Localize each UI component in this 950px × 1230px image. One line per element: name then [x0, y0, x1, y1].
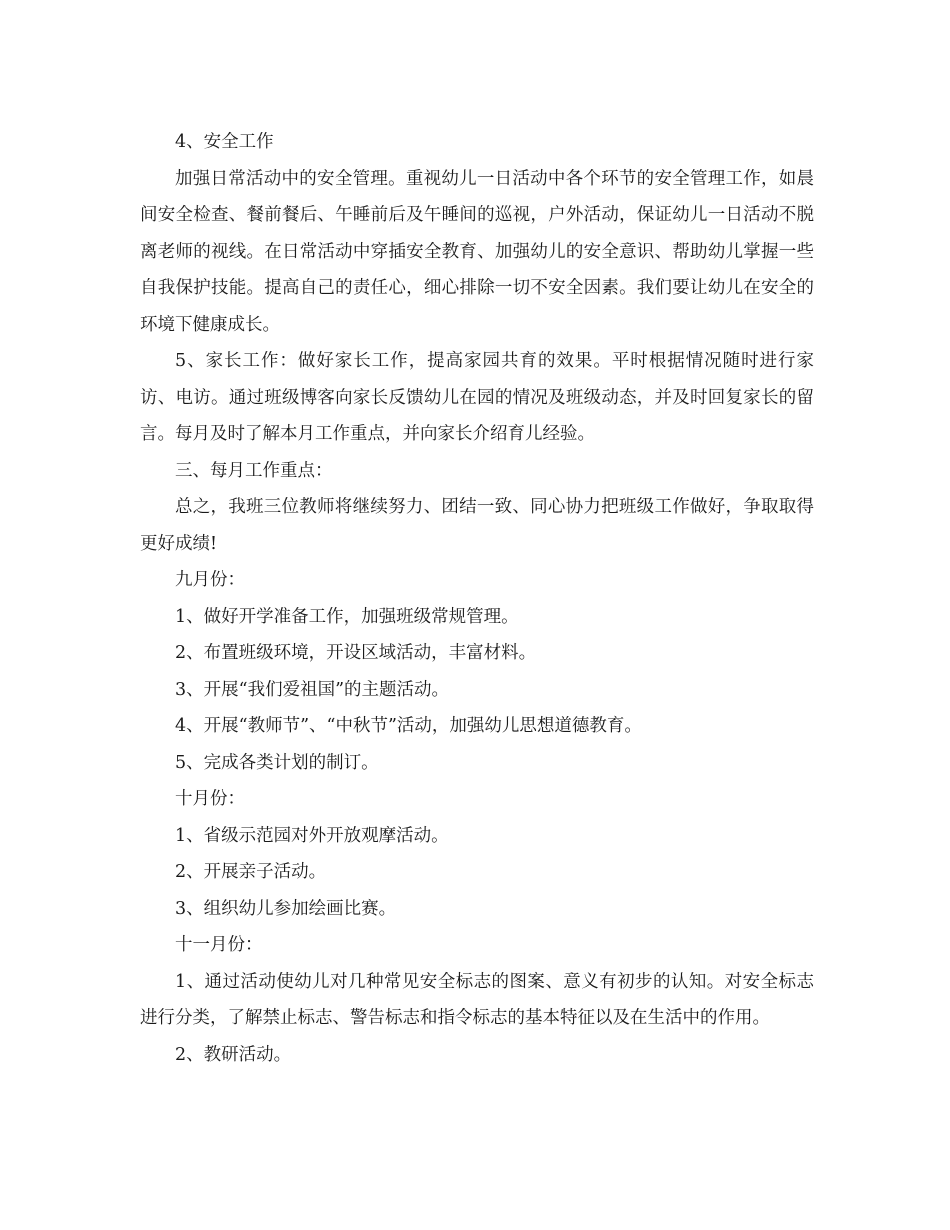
document-page [140, 124, 814, 1073]
month-heading-october: 十月份： [175, 789, 245, 809]
month-heading-november: 十一月份： [175, 935, 263, 955]
month-heading-september: 九月份： [175, 570, 245, 590]
list-item: 2、开展亲子活动。 [175, 862, 327, 882]
list-item: 1、省级示范园对外开放观摩活动。 [175, 825, 449, 846]
section-heading-monthly-focus: 三、每月工作重点： [175, 460, 333, 481]
list-item: 3、组织幼儿参加绘画比赛。 [175, 898, 397, 919]
list-item: 1、通过活动使幼儿对几种常见安全标志的图案、意义有初步的认知。对安全标志进行分类，了解禁止标志、警告标志和指令标志的基本特征以及在生活中的作用。 [140, 971, 814, 1028]
list-item: 1、做好开学准备工作，加强班级常规管理。 [175, 606, 519, 627]
paragraph-safety-management: 加强日常活动中的安全管理。重视幼儿一日活动中各个环节的安全管理工作，如晨间安全检查、餐前餐后、午睡前后及午睡间的巡视，户外活动，保证幼儿一日活动不脱离老师的视线。在日常活动中穿插安全教育、加强幼儿的安全意识、帮助幼儿掌握一些自我保护技能。提高自己的责任心，细心排除一切不安全因素。我们要让幼儿在安全的环境下健康成长。 [140, 168, 814, 335]
list-item: 4、开展“教师节”、“中秋节”活动，加强幼儿思想道德教育。 [175, 716, 642, 736]
list-item: 5、完成各类计划的制订。 [175, 752, 379, 773]
paragraph-summary: 总之，我班三位教师将继续努力、团结一致、同心协力把班级工作做好，争取取得更好成绩! [140, 497, 814, 554]
paragraph-parent-work: 5、家长工作：做好家长工作，提高家园共育的效果。平时根据情况随时进行家访、电访。通过班级博客向家长反馈幼儿在园的情况及班级动态，并及时回复家长的留言。每月及时了解本月工作重点，并向家长介绍育儿经验。 [140, 351, 814, 444]
list-item: 2、教研活动。 [175, 1044, 292, 1065]
list-item: 2、布置班级环境，开设区域活动，丰富材料。 [175, 643, 537, 663]
section-heading-safety: 4、安全工作 [175, 132, 274, 152]
list-item: 3、开展“我们爱祖国”的主题活动。 [175, 679, 450, 700]
